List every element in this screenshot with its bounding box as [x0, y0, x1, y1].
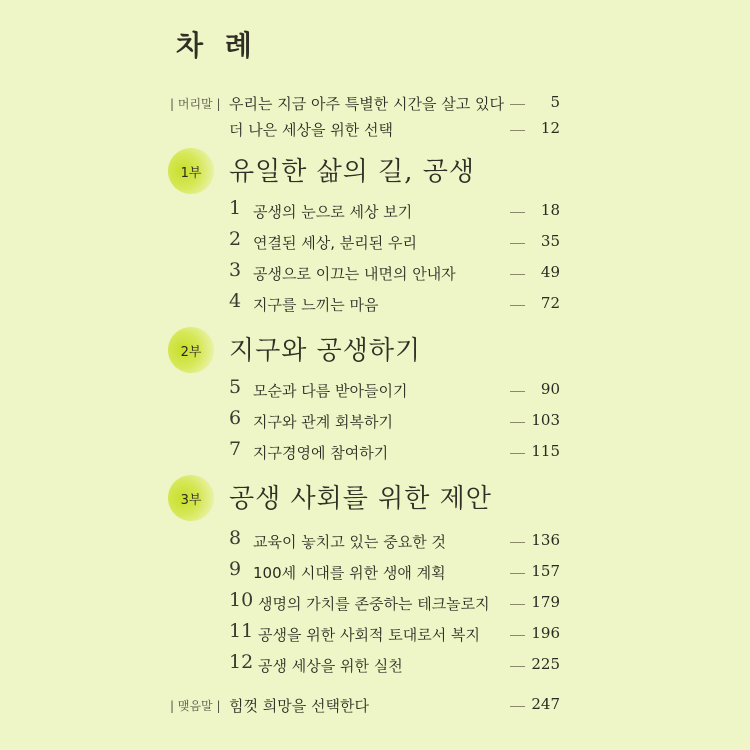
part-heading-3[interactable] [0, 472, 750, 522]
epilogue-tag: | 맺음말 | [170, 699, 221, 713]
page-number: 103 [531, 411, 560, 429]
page-number: 49 [540, 263, 560, 281]
toc-entry-chapter-11[interactable] [0, 619, 750, 649]
page-number: 247 [531, 695, 560, 713]
page-number: 157 [531, 562, 560, 580]
chapter-title: 공생의 눈으로 세상 보기 [253, 203, 413, 221]
chapter-title: 모순과 다름 받아들이기 [253, 382, 408, 400]
chapter-title: 교육이 놓치고 있는 중요한 것 [253, 533, 446, 551]
chapter-number: 1 [229, 197, 242, 219]
chapter-number: 11 [229, 620, 254, 642]
page-number: 136 [531, 531, 560, 549]
leader-dash [510, 274, 525, 275]
toc-entry-chapter-1[interactable] [0, 196, 750, 226]
chapter-number: 8 [229, 527, 242, 549]
chapter-title: 공생 세상을 위한 실천 [258, 657, 403, 675]
chapter-number: 7 [229, 438, 242, 460]
leader-dash [510, 422, 525, 423]
chapter-number: 4 [229, 290, 242, 312]
page-number: 18 [540, 201, 560, 219]
preface-tag: | 머리말 | [170, 97, 221, 111]
toc-entry-chapter-12[interactable] [0, 650, 750, 680]
leader-dash [510, 391, 525, 392]
page-number: 196 [531, 624, 560, 642]
part-badge [168, 327, 214, 373]
toc-entry-chapter-2[interactable] [0, 227, 750, 257]
part-title: 공생 사회를 위한 제안 [229, 484, 492, 514]
chapter-number: 5 [229, 376, 242, 398]
chapter-title: 지구경영에 참여하기 [253, 444, 389, 462]
toc-entry-chapter-9[interactable] [0, 557, 750, 587]
entry-title: 우리는 지금 아주 특별한 시간을 살고 있다 [229, 95, 504, 113]
chapter-number: 6 [229, 407, 242, 429]
leader-dash [510, 706, 525, 707]
part-title: 유일한 삶의 길, 공생 [229, 157, 475, 187]
page-number: 90 [540, 380, 560, 398]
chapter-title: 공생으로 이끄는 내면의 안내자 [253, 265, 456, 283]
chapter-title: 공생을 위한 사회적 토대로서 복지 [258, 626, 480, 644]
toc-entry-chapter-10[interactable] [0, 588, 750, 618]
chapter-title: 100세 시대를 위한 생애 계획 [253, 564, 446, 582]
leader-dash [510, 635, 525, 636]
leader-dash [510, 604, 525, 605]
part-badge-label: 3부 [180, 493, 202, 508]
leader-dash [510, 243, 525, 244]
part-heading-2[interactable] [0, 324, 750, 374]
leader-dash [510, 666, 525, 667]
part-badge [168, 475, 214, 521]
page-number: 179 [531, 593, 560, 611]
leader-dash [510, 453, 525, 454]
chapter-title: 지구와 관계 회복하기 [253, 413, 393, 431]
toc-entry-chapter-4[interactable] [0, 289, 750, 319]
chapter-title: 생명의 가치를 존중하는 테크놀로지 [258, 595, 490, 613]
leader-dash [510, 305, 525, 306]
toc-entry-chapter-6[interactable] [0, 406, 750, 436]
part-title: 지구와 공생하기 [229, 336, 422, 366]
entry-title: 더 나은 세상을 위한 선택 [229, 121, 393, 139]
part-badge-label: 1부 [180, 166, 202, 181]
toc-entry-preface-2[interactable] [0, 114, 750, 144]
page-number: 12 [540, 119, 560, 137]
leader-dash [510, 542, 525, 543]
chapter-number: 2 [229, 228, 242, 250]
chapter-number: 3 [229, 259, 242, 281]
chapter-number: 12 [229, 651, 254, 673]
page-number: 115 [531, 442, 560, 460]
toc-entry-chapter-7[interactable] [0, 437, 750, 467]
part-badge-label: 2부 [180, 345, 202, 360]
chapter-title: 연결된 세상, 분리된 우리 [253, 234, 417, 252]
part-heading-1[interactable] [0, 145, 750, 195]
toc-entry-chapter-8[interactable] [0, 526, 750, 556]
leader-dash [510, 573, 525, 574]
page-number: 225 [531, 655, 560, 673]
page-title: 차 례 [176, 29, 258, 62]
page-number: 72 [540, 294, 560, 312]
page-number: 35 [540, 232, 560, 250]
toc-entry-epilogue[interactable] [0, 690, 750, 720]
part-badge [168, 148, 214, 194]
leader-dash [510, 104, 525, 105]
entry-title: 힘껏 희망을 선택한다 [229, 697, 369, 715]
leader-dash [510, 130, 525, 131]
toc-entry-chapter-5[interactable] [0, 375, 750, 405]
chapter-title: 지구를 느끼는 마음 [253, 296, 379, 314]
chapter-number: 10 [229, 589, 254, 611]
page-number: 5 [550, 93, 560, 111]
leader-dash [510, 212, 525, 213]
chapter-number: 9 [229, 558, 242, 580]
toc-entry-chapter-3[interactable] [0, 258, 750, 288]
